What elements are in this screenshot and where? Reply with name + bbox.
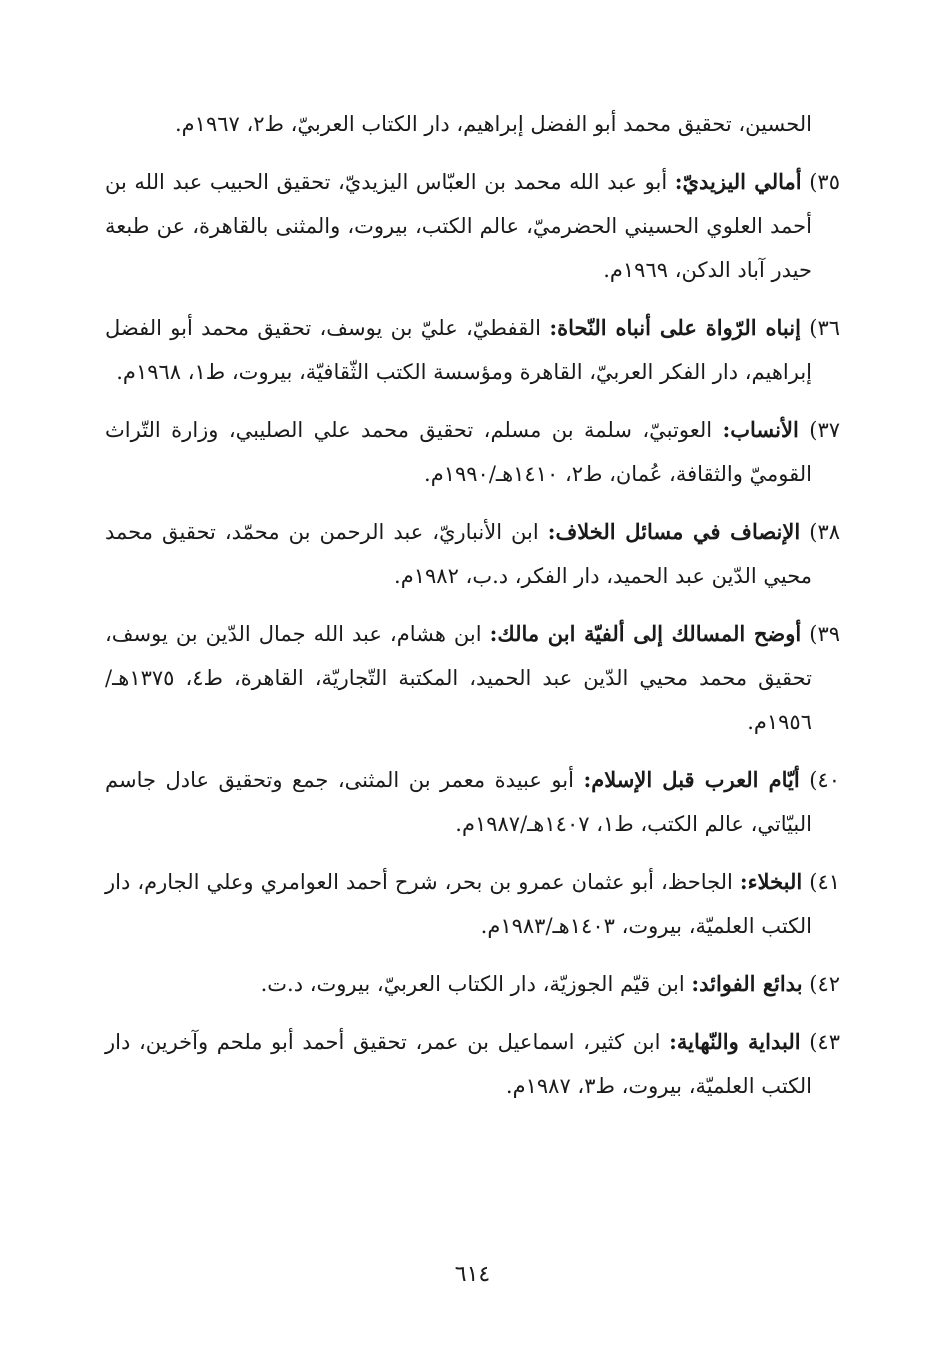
entry-text: أبو عبيدة معمر بن المثنى، جمع وتحقيق عادل جاسم البيّاتي، عالم الكتب، ط١، ١٤٠٧هـ/١٩٨٧م. — [105, 768, 812, 836]
bibliography-list — [105, 102, 840, 1122]
entry-text: ابن قيّم الجوزيّة، دار الكتاب العربيّ، بيروت، د.ت. — [260, 972, 685, 996]
entry-text: القفطيّ، عليّ بن يوسف، تحقيق محمد أبو الفضل إبراهيم، دار الفكر العربيّ، القاهرة ومؤسسة الكتب الثّقافيّة، بيروت، ط١، ١٩٦٨م. — [105, 316, 812, 384]
entry-text: أبو عبد الله محمد بن العبّاس اليزيديّ، تحقيق الحبيب عبد الله بن أحمد العلوي الحسيني الحضرميّ، عالم الكتب، بيروت، والمثنى بالقاهرة، عن طبعة حيدر آباد الدكن، ١٩٦٩م. — [105, 170, 812, 282]
entry-title: أمالي اليزيديّ: — [674, 169, 802, 194]
entry-title: إنباه الرّواة على أنباه النّحاة: — [549, 315, 801, 340]
bibliography-entry-38 — [105, 510, 840, 598]
entry-title: الإنصاف في مسائل الخلاف: — [547, 519, 801, 544]
entry-text: ابن كثير، اسماعيل بن عمر، تحقيق أحمد أبو ملحم وآخرين، دار الكتب العلميّة، بيروت، ط٣، ١٩٨٧م. — [105, 1030, 812, 1098]
entry-text: ابن الأنباريّ، عبد الرحمن بن محمّد، تحقيق محمد محيي الدّين عبد الحميد، دار الفكر، د.ب، ١٩٨٢م. — [105, 520, 812, 588]
bibliography-entry-41 — [105, 860, 840, 948]
entry-text: الجاحظ، أبو عثمان عمرو بن بحر، شرح أحمد العوامري وعلي الجارم، دار الكتب العلميّة، بيروت، ١٤٠٣هـ/١٩٨٣م. — [105, 870, 812, 938]
entry-title: بدائع الفوائد: — [691, 971, 803, 996]
entry-number: ٣٥) — [809, 170, 840, 194]
entry-number: ٤٠) — [809, 768, 840, 792]
page-number: ٦١٤ — [454, 1262, 491, 1287]
entry-number: ٣٦) — [809, 316, 840, 340]
entry-number: ٤١) — [809, 870, 840, 894]
entry-title: الأنساب: — [722, 417, 799, 442]
entry-number: ٤٢) — [809, 972, 840, 996]
entry-number: ٤٣) — [809, 1030, 840, 1054]
entry-number: ٣٨) — [809, 520, 840, 544]
entry-number: ٣٧) — [809, 418, 840, 442]
entry-text: ابن هشام، عبد الله جمال الدّين بن يوسف، تحقيق محمد محيي الدّين عبد الحميد، المكتبة التّجاريّة، القاهرة، ط٤، ١٣٧٥هـ/١٩٥٦م. — [105, 622, 812, 734]
bibliography-entry-36 — [105, 306, 840, 394]
bibliography-entry-43 — [105, 1020, 840, 1108]
bibliography-entry-42 — [105, 962, 840, 1006]
bibliography-entry-40 — [105, 758, 840, 846]
entry-title: أيّام العرب قبل الإسلام: — [583, 767, 800, 792]
entry-title: البخلاء: — [739, 869, 803, 894]
entry-title: البداية والنّهاية: — [669, 1029, 801, 1054]
bibliography-entry-35 — [105, 160, 840, 292]
entry-title: أوضح المسالك إلى ألفيّة ابن مالك: — [489, 621, 802, 646]
entry-number: ٣٩) — [809, 622, 841, 646]
entry-continuation: الحسين، تحقيق محمد أبو الفضل إبراهيم، دار الكتاب العربيّ، ط٢، ١٩٦٧م. — [174, 112, 812, 136]
bibliography-entry-37 — [105, 408, 840, 496]
entry-text: العوتبيّ، سلمة بن مسلم، تحقيق محمد علي الصليبي، وزارة التّراث القوميّ والثقافة، عُمان، ط٢، ١٤١٠هـ/١٩٩٠م. — [105, 418, 812, 486]
bibliography-entry-39 — [105, 612, 840, 744]
